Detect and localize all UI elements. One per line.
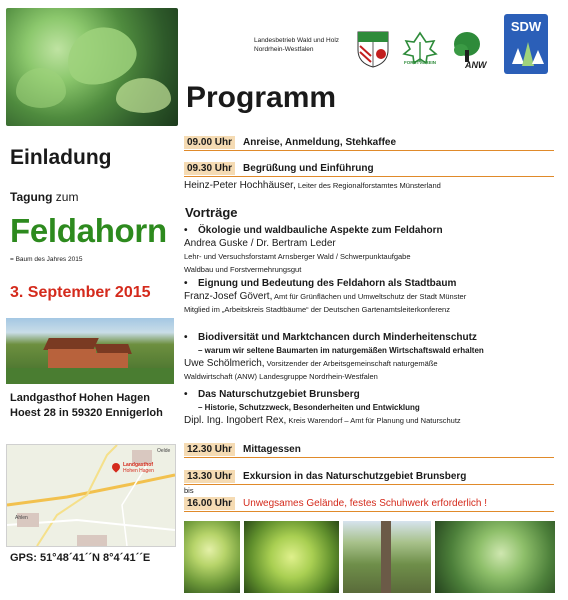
talk-title: • Ökologie und waldbauliche Aspekte zum Feldahorn <box>184 224 554 237</box>
talk-4 <box>184 388 554 427</box>
talk-speaker: Franz-Josef Gövert, <box>184 291 273 302</box>
talk-1 <box>184 224 554 276</box>
welcome-speaker: Heinz-Peter Hochhäuser, <box>184 180 296 191</box>
map-label-venue-1: Landgasthof <box>123 462 153 468</box>
map-label-ahlen: Ahlen <box>15 515 28 521</box>
talk-detail: Mitglied im „Arbeitskreis Stadtbäume“ der Deutschen Gartenamtsleiterkonferenz <box>184 305 450 314</box>
time-badge: 16.00 Uhr <box>184 497 235 510</box>
talk-speaker: Uwe Schölmerich, <box>184 358 265 369</box>
tree-trunk-photo <box>343 521 431 593</box>
agency-text: Landesbetrieb Wald und Holz Nordrhein-Westfalen <box>254 37 340 53</box>
venue-address: Hoest 28 in 59320 Ennigerloh <box>10 407 163 419</box>
talk-speaker-role: Amt für Grünflächen und Umweltschutz der Stadt Münster <box>272 292 467 301</box>
program-item-label: Mittagessen <box>243 444 301 455</box>
venue-info <box>10 391 163 421</box>
tree-name-title: Feldahorn <box>10 212 167 249</box>
talk-speaker-role: Kreis Warendorf – Amt für Planung und Naturschutz <box>286 416 461 425</box>
program-row-arrival <box>184 136 554 151</box>
sdw-logo: SDW <box>504 14 548 74</box>
time-badge: 09.30 Uhr <box>184 162 235 175</box>
talk-detail: Waldbau und Forstvermehrungsgut <box>184 265 302 274</box>
talk-2 <box>184 277 554 316</box>
talk-subtitle: – Historie, Schutzzweck, Besonderheiten und Entwicklung <box>198 403 420 412</box>
venue-name: Landgasthof Hohen Hagen <box>10 392 150 404</box>
tagung-line: Tagung zum <box>10 190 79 204</box>
talk-detail: Waldwirtschaft (ANW) Landesgruppe Nordrhein-Westfalen <box>184 372 378 381</box>
program-title: Programm <box>186 81 337 114</box>
program-row-welcome <box>184 162 554 191</box>
anw-tree-logo: ANW <box>447 30 487 72</box>
nrw-coat-of-arms-logo <box>356 30 390 68</box>
talk-title: • Das Naturschutzgebiet Brunsberg <box>184 388 554 401</box>
maple-leaf-photo <box>6 8 178 126</box>
location-map[interactable] <box>6 444 176 547</box>
program-row-excursion <box>184 470 554 495</box>
invitation-title: Einladung <box>10 146 112 169</box>
time-badge: 12.30 Uhr <box>184 443 235 456</box>
maple-seeds-photo <box>435 521 555 593</box>
talk-title: • Biodiversität und Marktchancen durch Minderheitenschutz <box>184 331 554 344</box>
footwear-warning: Unwegsames Gelände, festes Schuhwerk erforderlich ! <box>243 498 488 509</box>
until-label: bis <box>184 486 194 495</box>
forstverein-logo: FORSTVEREIN <box>400 30 440 70</box>
welcome-speaker-role: Leiter des Regionalforstamtes Münsterland <box>295 181 441 190</box>
talks-heading: Vorträge <box>185 205 238 220</box>
time-badge: 09.00 Uhr <box>184 136 235 149</box>
map-label-venue-2: Hohen Hagen <box>123 468 154 474</box>
talk-speaker: Andrea Guske / Dr. Bertram Leder <box>184 238 336 249</box>
event-date: 3. September 2015 <box>10 284 151 301</box>
program-row-lunch <box>184 443 554 458</box>
program-item-label: Anreise, Anmeldung, Stehkaffee <box>243 137 397 148</box>
talk-detail: Lehr- und Versuchsforstamt Arnsberger Wald / Schwerpunktaufgabe <box>184 252 411 261</box>
blossom-photo <box>184 521 240 593</box>
program-row-end <box>184 497 554 512</box>
program-item-label: Exkursion in das Naturschutzgebiet Brunsberg <box>243 471 467 482</box>
talk-speaker-role: Vorsitzender der Arbeitsgemeinschaft naturgemäße <box>264 359 438 368</box>
time-badge: 13.30 Uhr <box>184 470 235 483</box>
talk-title: • Eignung und Bedeutung des Feldahorn als Stadtbaum <box>184 277 554 290</box>
map-roads <box>7 445 175 546</box>
gps-coordinates: GPS: 51°48´41´´N 8°4´41´´E <box>10 552 151 564</box>
program-item-label: Begrüßung und Einführung <box>243 163 374 174</box>
talk-speaker: Dipl. Ing. Ingobert Rex, <box>184 415 287 426</box>
guesthouse-photo <box>6 318 174 384</box>
talk-3 <box>184 331 554 383</box>
map-label-oelde: Oelde <box>157 448 171 454</box>
flowering-branch-photo <box>244 521 339 593</box>
tree-of-year-note: = Baum des Jahres 2015 <box>10 256 83 263</box>
talk-subtitle: – warum wir seltene Baumarten im naturgemäßen Wirtschaftswald erhalten <box>198 346 484 355</box>
